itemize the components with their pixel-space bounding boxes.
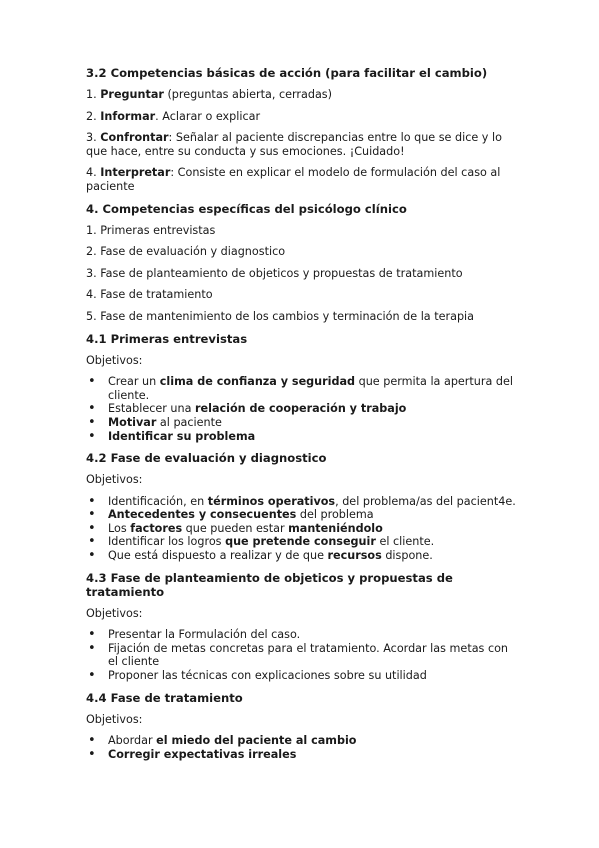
item-number: 3.	[86, 131, 101, 145]
action-item-3	[86, 131, 516, 158]
item-text: Los	[108, 521, 131, 535]
list-item	[86, 508, 516, 522]
action-item-4	[86, 166, 516, 193]
objectives-list-4-3	[86, 628, 516, 682]
item-text: del problema	[296, 508, 374, 522]
section-heading-4-3: 4.3 Fase de planteamiento de objeticos y propuestas de tratamiento	[86, 570, 453, 599]
objectives-label: Objetivos:	[86, 353, 143, 367]
item-number: 2.	[86, 109, 101, 123]
item-term: Informar	[100, 109, 156, 123]
list-item	[86, 549, 516, 563]
item-term: Confrontar	[100, 131, 169, 145]
item-text: el cliente.	[375, 535, 435, 549]
list-item: • Fijación de metas concretas para el tratamiento. Acordar las metas con el cliente	[86, 642, 516, 669]
objectives-list-4-2	[86, 495, 516, 563]
list-item	[86, 430, 516, 444]
list-item: • Proponer las técnicas con explicaciones sobre su utilidad	[86, 669, 516, 683]
item-text: dispone.	[381, 549, 433, 563]
list-item	[86, 535, 516, 549]
item-text: al paciente	[156, 415, 222, 429]
list-item	[86, 522, 516, 536]
phase-item-3: 3. Fase de planteamiento de objeticos y propuestas de tratamiento	[86, 266, 463, 280]
action-item-1	[86, 88, 516, 102]
section-heading-4-1: 4.1 Primeras entrevistas	[86, 331, 248, 346]
list-item	[86, 416, 516, 430]
objectives-label: Objetivos:	[86, 473, 143, 487]
item-text: Crear un	[108, 375, 160, 389]
item-text: Establecer una	[108, 402, 196, 416]
item-emphasis: el miedo del paciente al cambio	[156, 734, 357, 748]
objectives-label: Objetivos:	[86, 712, 143, 726]
list-item	[86, 375, 516, 402]
objectives-list-4-1	[86, 375, 516, 443]
item-emphasis: que pretende conseguir	[225, 535, 376, 549]
item-number: 1.	[86, 88, 101, 101]
item-emphasis: Motivar	[108, 415, 157, 429]
item-text: que pueden estar	[182, 521, 289, 535]
item-number: 4.	[86, 166, 101, 180]
item-emphasis: términos operativos	[207, 494, 336, 508]
item-text: Que está dispuesto a realizar y de que	[108, 549, 328, 563]
item-emphasis: factores	[130, 521, 183, 535]
item-text: : Consiste en explicar el modelo de formulación del caso al paciente	[86, 166, 501, 193]
item-text: Identificar los logros	[108, 535, 226, 549]
item-emphasis: manteniéndolo	[288, 521, 383, 535]
list-item	[86, 734, 516, 748]
phase-item-4: 4. Fase de tratamiento	[86, 288, 213, 302]
item-text: Identificación, en	[108, 494, 208, 508]
objectives-label: Objetivos:	[86, 606, 143, 620]
item-text: , del problema/as del pacient4e.	[335, 494, 516, 508]
item-emphasis: relación de cooperación y trabajo	[195, 402, 407, 416]
phase-item-2: 2. Fase de evaluación y diagnostico	[86, 245, 286, 259]
item-text: . Aclarar o explicar	[155, 109, 261, 123]
item-text: Abordar	[108, 734, 157, 748]
item-term: Preguntar	[100, 88, 164, 101]
list-item: • Presentar la Formulación del caso.	[86, 628, 516, 642]
list-item	[86, 402, 516, 416]
document-page	[86, 66, 516, 769]
section-heading-3-2: 3.2 Competencias básicas de acción (para facilitar el cambio)	[86, 66, 488, 80]
item-emphasis: Corregir expectativas irreales	[108, 747, 297, 761]
phase-item-5: 5. Fase de mantenimiento de los cambios y terminación de la terapia	[86, 309, 475, 323]
objectives-list-4-4	[86, 734, 516, 761]
item-emphasis: Identificar su problema	[108, 429, 256, 443]
item-emphasis: Antecedentes y consecuentes	[108, 508, 297, 522]
item-term: Interpretar	[100, 166, 171, 180]
phase-item-1: 1. Primeras entrevistas	[86, 223, 216, 237]
action-item-2	[86, 110, 516, 124]
list-item	[86, 748, 516, 762]
list-item	[86, 495, 516, 509]
item-emphasis: recursos	[327, 549, 382, 563]
section-heading-4-2: 4.2 Fase de evaluación y diagnostico	[86, 451, 327, 466]
item-text: : Señalar al paciente discrepancias entre lo que se dice y lo que hace, entre su conducta y sus emociones. ¡Cuidado!	[86, 131, 502, 158]
section-heading-4-4: 4.4 Fase de tratamiento	[86, 690, 243, 705]
item-emphasis: clima de confianza y seguridad	[159, 375, 356, 389]
item-text: que permita la apertura del cliente.	[108, 375, 513, 402]
item-text: (preguntas abierta, cerradas)	[163, 88, 333, 101]
section-heading-4: 4. Competencias específicas del psicólogo clínico	[86, 201, 407, 216]
